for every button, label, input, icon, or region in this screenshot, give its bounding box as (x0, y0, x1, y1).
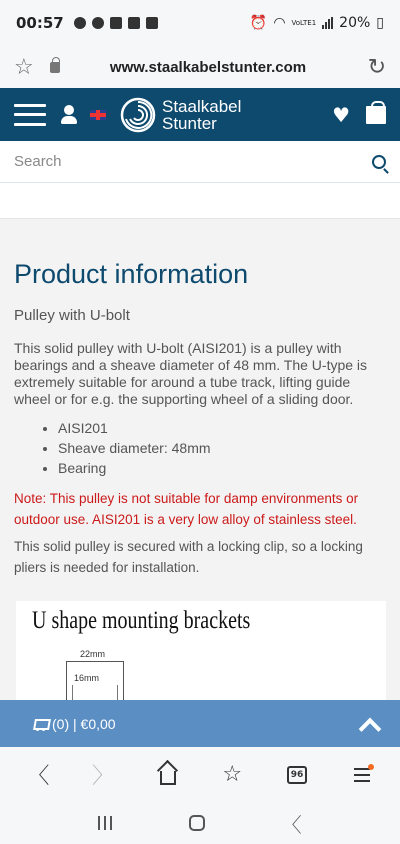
home-icon (160, 771, 176, 785)
feature-list (58, 418, 386, 478)
network-label: VoLTE1 (291, 18, 317, 27)
url-text[interactable]: www.staalkabelstunter.com (109, 58, 307, 76)
product-image[interactable] (16, 601, 386, 700)
search-icon[interactable] (372, 155, 386, 169)
site-header (0, 88, 400, 141)
system-back-icon[interactable]: 〈 (281, 812, 302, 837)
uk-flag-icon[interactable] (90, 110, 106, 120)
battery-level: 20% (339, 15, 371, 31)
cart-icon (32, 718, 48, 730)
alarm-icon: ⏰ (249, 15, 268, 31)
battery-icon: ▯ (376, 15, 384, 31)
feature-item: • Sheave diameter: 48mm (58, 438, 386, 458)
recycle-icon (128, 17, 140, 29)
cart-bar[interactable] (0, 700, 400, 747)
notification-dot (368, 764, 374, 770)
hamburger-menu-icon[interactable] (14, 104, 46, 126)
app-notification-icon (110, 17, 122, 29)
cart-summary: (0) | €0,00 (52, 715, 116, 732)
status-bar (0, 0, 400, 46)
feature-item: • Bearing (58, 458, 386, 478)
site-logo[interactable] (120, 97, 241, 133)
wishlist-heart-icon[interactable]: ♥ (332, 102, 350, 127)
product-name: Pulley with U-bolt (14, 307, 130, 324)
installation-text: This solid pulley is secured with a locking clip, so a locking pliers is needed for installation. (14, 539, 363, 575)
browser-menu-button[interactable] (342, 755, 382, 795)
back-arrow-icon[interactable]: 〈 (27, 764, 50, 789)
image-icon (146, 17, 158, 29)
bookmark-star-icon[interactable]: ☆ (14, 54, 34, 80)
system-navigation-bar (0, 802, 400, 844)
browser-url-bar (0, 46, 400, 88)
shopping-bag-icon[interactable] (366, 106, 386, 124)
logo-text-line1: Staalkabel (162, 96, 242, 116)
forward-arrow-icon[interactable]: 〉 (91, 764, 114, 789)
search-bar (0, 141, 400, 183)
account-icon (92, 17, 104, 29)
reload-icon[interactable]: ↻ (367, 54, 386, 80)
notification-icon (74, 17, 86, 29)
recent-apps-icon[interactable] (98, 816, 112, 830)
browser-navigation-bar (0, 747, 400, 802)
logo-mark-icon (120, 97, 156, 133)
status-time: 00:57 (16, 14, 64, 32)
product-description: This solid pulley with U-bolt (AISI201) is a pulley with bearings and a sheave diameter of 48 mm. The U-type is extremely suitable for around a tube track, lifting guide wheel or for e.g. the supporting wheel of a sliding door. (14, 340, 368, 407)
section-title: Product information (14, 259, 249, 289)
dimension-line (66, 661, 124, 669)
product-info-section (0, 219, 400, 700)
bracket-inner-drawing (72, 685, 118, 700)
dimension-inner-label: 16mm (74, 673, 100, 683)
warning-note: Note: This pulley is not suitable for damp environments or outdoor use. AISI201 is a very low alloy of stainless steel. (14, 491, 359, 527)
signal-icon (322, 17, 333, 29)
system-home-icon[interactable] (189, 815, 205, 831)
scroll-top-chevron-up-icon[interactable] (358, 713, 380, 735)
feature-item: • AISI201 (58, 418, 386, 438)
dimension-outer-label: 22mm (80, 649, 106, 659)
wifi-icon: ◠ (273, 15, 286, 31)
image-title: U shape mounting brackets (32, 607, 251, 634)
lock-icon[interactable] (50, 62, 60, 73)
menu-icon (354, 768, 370, 782)
search-input[interactable] (14, 153, 372, 170)
home-button[interactable] (148, 755, 188, 795)
tabs-button[interactable] (277, 755, 317, 795)
tab-count: 96 (287, 766, 307, 784)
logo-text-line2: Stunter (162, 113, 217, 133)
bookmarks-star-icon[interactable]: ☆ (222, 762, 243, 787)
account-icon[interactable] (60, 105, 78, 125)
